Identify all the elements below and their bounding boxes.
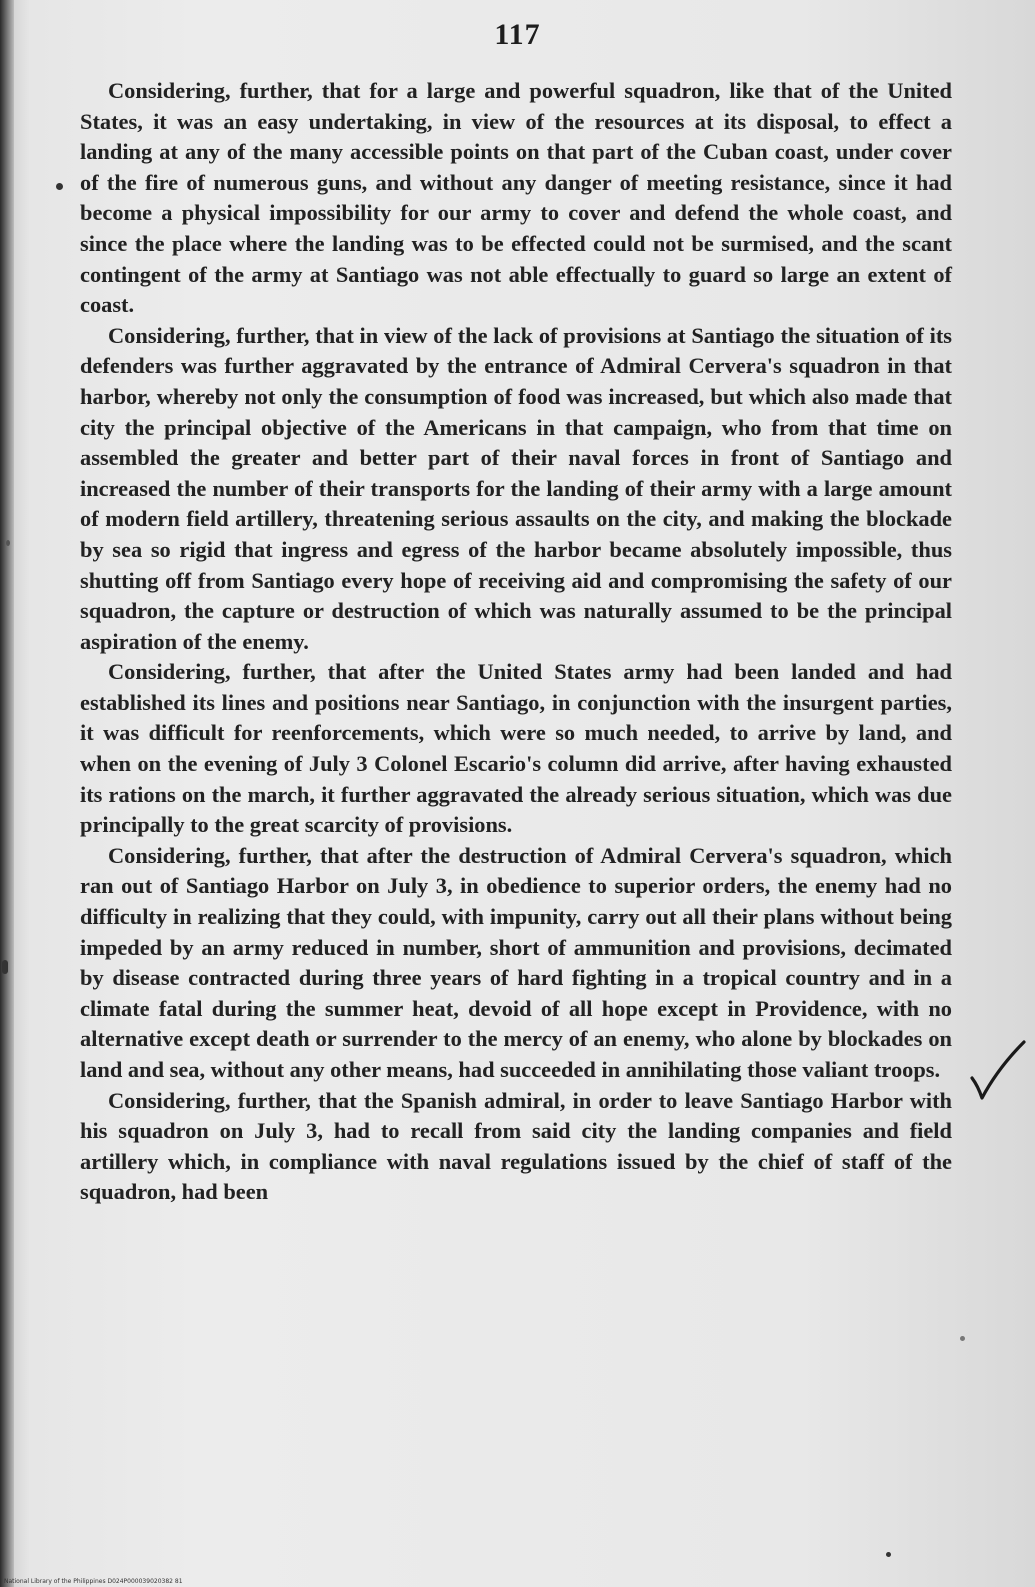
- margin-speck: [2, 960, 8, 974]
- paragraph: Considering, further, that for a large and powerful squadron, like that of the United States, it was an easy undertaking, in view of the resources at its disposal, to effect a landing at any of the many accessible points on that part of the Cuban coast, under cover of the fire of numerous guns, and without any danger of meeting resistance, since it had become a physical impossibility for our army to cover and defend the whole coast, and since the place where the landing was to be effected could not be surmised, and the scant contingent of the army at Santiago was not able effectually to guard so large an extent of coast.: [80, 78, 952, 318]
- page-body: [80, 76, 952, 1208]
- margin-speck: [886, 1552, 891, 1557]
- paragraph: Considering, further, that in view of the lack of provisions at Santiago the situation of its defenders was further aggravated by the entrance of Admiral Cervera's squadron in that harbor, whereby not only the consumption of food was increased, but which also made that city the principal objective of the Americans in that campaign, who from that time on assembled the greater and better part of their naval forces in front of Santiago and increased the number of their transports for the landing of their army with a large amount of modern field artillery, threatening serious assaults on the city, and making the blockade by sea so rigid that ingress and egress of the harbor became absolutely impossible, thus shutting off from Santiago every hope of receiving aid and compromising the safety of our squadron, the capture or destruction of which was naturally assumed to be the principal aspiration of the enemy.: [80, 322, 952, 654]
- paragraph: Considering, further, that the Spanish admiral, in order to leave Santiago Harbor with his squadron on July 3, had to recall from said city the landing companies and field artillery which, in compliance with naval regulations issued by the chief of staff of the squadron, had been: [80, 1087, 952, 1205]
- book-spine-shadow: [0, 0, 14, 1587]
- margin-speck: [6, 540, 10, 546]
- page-number: 117: [494, 18, 541, 51]
- footer-credit: National Library of the Philippines D024P000039020382 81: [4, 1578, 183, 1585]
- paragraph: Considering, further, that after the destruction of Admiral Cervera's squadron, which ran out of Santiago Harbor on July 3, in obedience to superior orders, the enemy had no difficulty in realizing that they could, with impunity, carry out all their plans without being impeded by an army reduced in number, short of ammunition and provisions, decimated by disease contracted during three years of hard fighting in a tropical country and in a climate fatal during the summer heat, devoid of all hope except in Providence, with no alternative except death or surrender to the mercy of an enemy, who alone by blockades on land and sea, without any other means, had succeeded in annihilating those valiant troops.: [80, 842, 952, 1082]
- paragraph: Considering, further, that after the United States army had been landed and had established its lines and positions near Santiago, in conjunction with the insurgent parties, it was difficult for reenforcements, which were so much needed, to arrive by land, and when on the evening of July 3 Colonel Escario's column did arrive, after having exhausted its rations on the march, it further aggravated the already serious situation, which was due principally to the great scarcity of provisions.: [80, 659, 952, 838]
- margin-speck: [960, 1336, 965, 1341]
- margin-speck: [56, 183, 63, 190]
- checkmark-icon: [968, 1038, 1028, 1102]
